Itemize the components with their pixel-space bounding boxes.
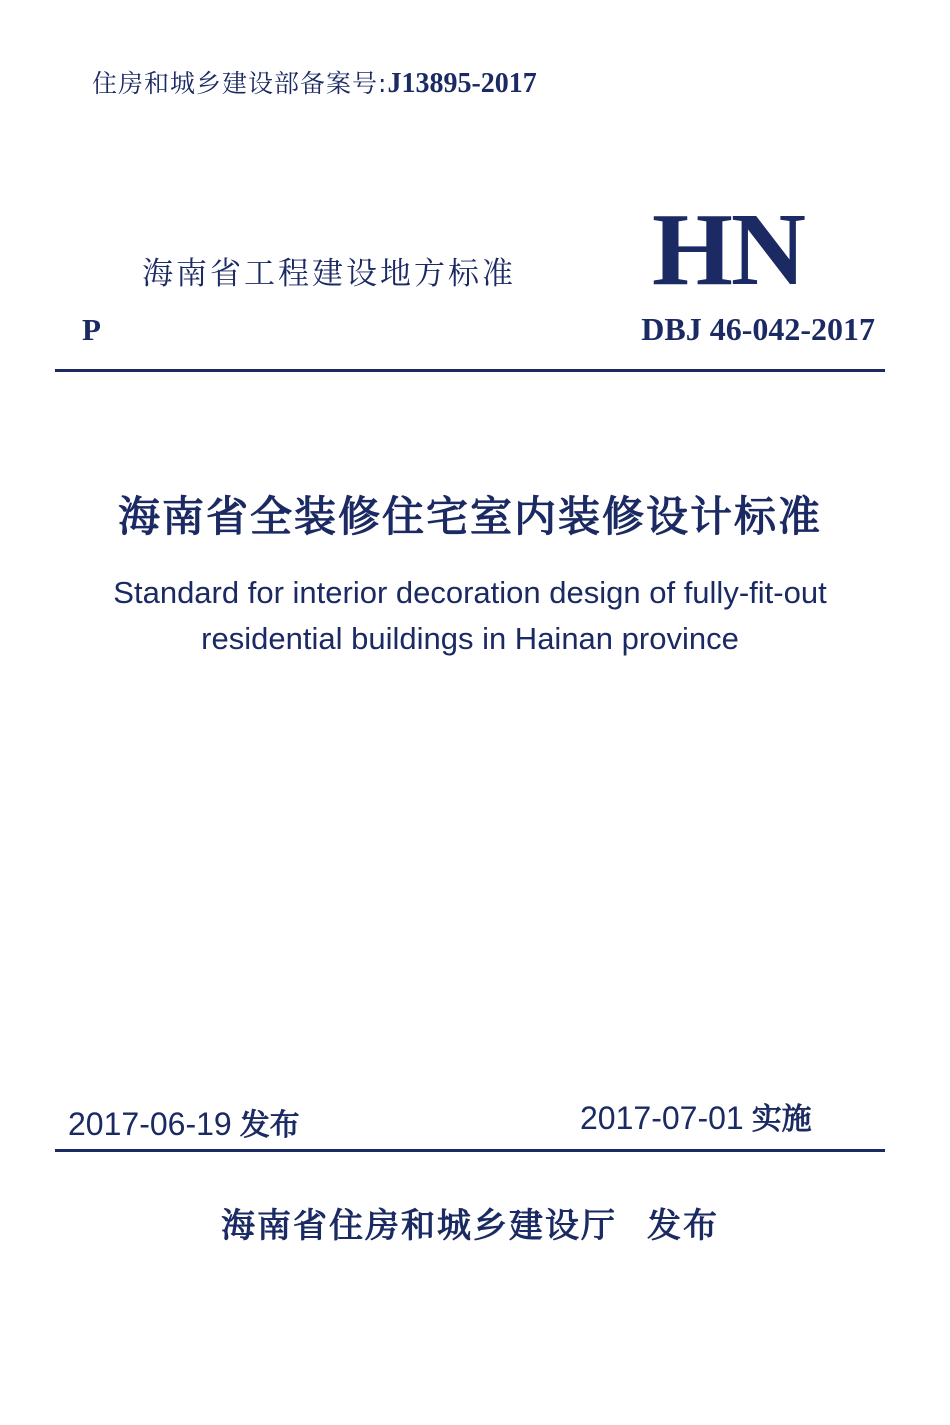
implementation-date-value: 2017-07-01	[580, 1100, 744, 1136]
issue-date-label: 发布	[239, 1108, 300, 1143]
publisher-action: 发布	[647, 1206, 719, 1246]
title-english-line2: residential buildings in Hainan province	[201, 621, 739, 656]
issue-date	[68, 1100, 300, 1144]
issue-date-value: 2017-06-19	[68, 1106, 232, 1142]
publisher	[0, 1198, 940, 1247]
title-english	[0, 570, 940, 662]
publisher-name: 海南省住房和城乡建设厅	[221, 1206, 617, 1246]
top-divider	[55, 369, 885, 372]
implementation-date-label: 实施	[751, 1102, 812, 1137]
series-name: 海南省工程建设地方标准	[142, 256, 516, 292]
title-english-line1: Standard for interior decoration design of fully-fit-out	[113, 575, 827, 610]
record-code: J13895-2017	[387, 68, 537, 99]
implementation-date	[580, 1094, 812, 1138]
bottom-divider	[55, 1149, 885, 1152]
title-chinese: 海南省全装修住宅室内装修设计标准	[117, 492, 822, 541]
hn-logo: HN	[652, 192, 804, 307]
standard-number: DBJ 46-042-2017	[641, 311, 875, 347]
category-letter: P	[82, 312, 101, 347]
record-number	[92, 64, 537, 100]
record-label: 住房和城乡建设部备案号:	[92, 69, 388, 98]
